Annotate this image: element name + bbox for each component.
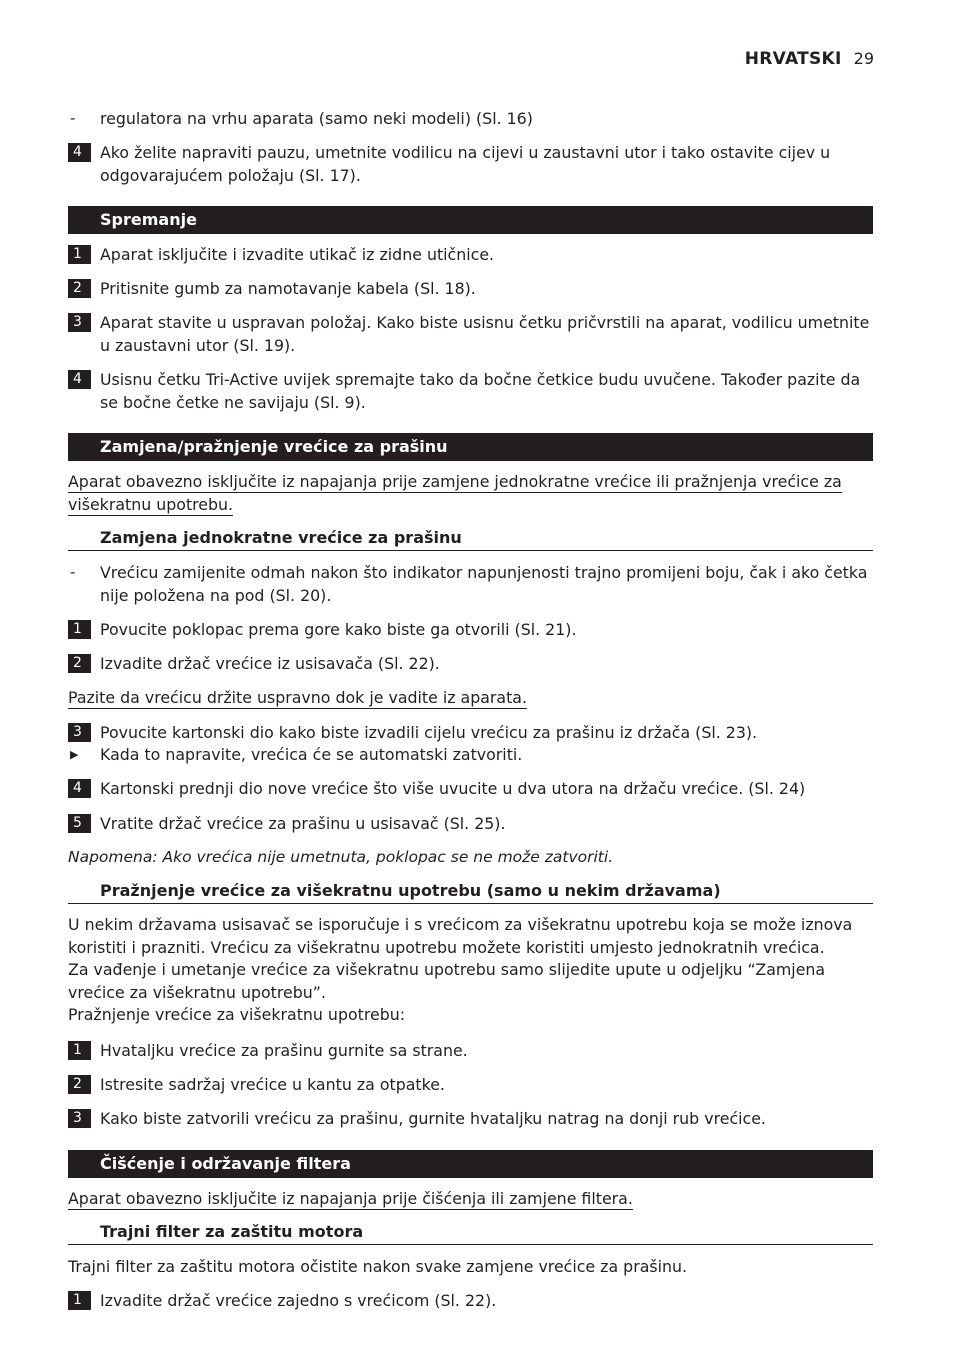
step-text: Pritisnite gumb za namotavanje kabela (Sl. 18). — [100, 279, 476, 298]
warning-text — [68, 686, 873, 709]
step-item — [68, 812, 873, 835]
step-number-badge: 2 — [68, 1075, 91, 1094]
paragraph-text: Trajni filter za zaštitu motora očistite nakon svake zamjene vrećice za prašinu. — [68, 1257, 688, 1276]
step-number-badge: 3 — [68, 1109, 91, 1128]
result-arrow-icon: ▶ — [70, 748, 79, 761]
intro-paragraph: Za vađenje i umetanje vrećice za višekratnu upotrebu samo slijedite upute u odjeljku “Zamjena vrećice za višekratnu upotrebu”. — [68, 960, 826, 1002]
list-item-text: Vrećicu zamijenite odmah nakon što indikator napunjenosti trajno promijeni boju, čak i ako četka nije položena na pod (Sl. 20). — [100, 563, 868, 605]
step-text: Povucite kartonski dio kako biste izvadili cijelu vrećicu za prašinu iz držača (Sl. 23). — [100, 723, 758, 742]
step-text: Hvataljku vrećice za prašinu gurnite sa strane. — [100, 1041, 468, 1060]
intro-paragraph: U nekim državama usisavač se isporučuje i s vrećicom za višekratnu upotrebu koja se može iznova koristiti i prazniti. Vrećicu za višekratnu upotrebu možete koristiti umjesto jednokratnih vrećica. — [68, 915, 853, 957]
step-item — [68, 141, 873, 187]
step-number-badge: 4 — [68, 143, 91, 162]
subheading-reusable-bag: Pražnjenje vrećice za višekratnu upotrebu (samo u nekim državama) — [68, 880, 873, 904]
warning-line: Aparat obavezno isključite iz napajanja prije čišćenja ili zamjene filtera. — [68, 1189, 633, 1208]
step-item — [68, 721, 873, 744]
section-heading-storage: Spremanje — [68, 206, 873, 234]
step-text: Istresite sadržaj vrećice u kantu za otpatke. — [100, 1075, 445, 1094]
step-item — [68, 652, 873, 675]
warning-line: Pazite da vrećicu držite uspravno dok je vadite iz aparata. — [68, 688, 528, 707]
step-number-badge: 2 — [68, 279, 91, 298]
step-item — [68, 1073, 873, 1096]
result-text: Kada to napravite, vrećica će se automatski zatvoriti. — [100, 745, 523, 764]
step-number-badge: 4 — [68, 370, 91, 389]
section-heading-bag: Zamjena/pražnjenje vrećice za prašinu — [68, 433, 873, 461]
result-item — [68, 743, 873, 766]
step-item — [68, 243, 873, 266]
page-number: 29 — [853, 49, 874, 68]
step-number-badge: 2 — [68, 654, 91, 673]
step-text: Kartonski prednji dio nove vrećice što više uvucite u dva utora na držaču vrećice. (Sl. 24) — [100, 779, 806, 798]
step-number-badge: 1 — [68, 1291, 91, 1310]
step-item — [68, 618, 873, 641]
subheading-disposable-bag: Zamjena jednokratne vrećice za prašinu — [68, 527, 873, 551]
step-number-badge: 1 — [68, 1041, 91, 1060]
step-text: Izvadite držač vrećice iz usisavača (Sl. 22). — [100, 654, 440, 673]
step-number-badge: 5 — [68, 814, 91, 833]
step-item — [68, 277, 873, 300]
step-number-badge: 4 — [68, 779, 91, 798]
subheading-motor-filter: Trajni filter za zaštitu motora — [68, 1221, 873, 1245]
warning-line: Aparat obavezno isključite iz napajanja prije zamjene jednokratne vrećice ili pražnjenja vrećice za višekratnu upotrebu. — [68, 472, 842, 514]
step-number-badge: 1 — [68, 620, 91, 639]
step-item — [68, 368, 873, 414]
step-item — [68, 1289, 873, 1312]
step-item — [68, 311, 873, 357]
step-item — [68, 1039, 873, 1062]
step-text: Ako želite napraviti pauzu, umetnite vodilicu na cijevi u zaustavni utor i tako ostavite cijev u odgovarajućem položaju (Sl. 17). — [100, 143, 831, 185]
step-text: Izvadite držač vrećice zajedno s vrećicom (Sl. 22). — [100, 1291, 497, 1310]
language-label: HRVATSKI — [744, 49, 842, 69]
step-item — [68, 777, 873, 800]
step-number-badge: 3 — [68, 313, 91, 332]
warning-text — [68, 470, 873, 516]
list-item-text: regulatora na vrhu aparata (samo neki modeli) (Sl. 16) — [100, 109, 533, 128]
list-item — [68, 561, 873, 607]
dash-bullet: - — [70, 109, 76, 127]
step-text: Kako biste zatvorili vrećicu za prašinu, gurnite hvataljku natrag na donji rub vrećice. — [100, 1109, 766, 1128]
section-heading-filter: Čišćenje i održavanje filtera — [68, 1150, 873, 1178]
step-text: Povucite poklopac prema gore kako biste ga otvorili (Sl. 21). — [100, 620, 577, 639]
intro-paragraph: Pražnjenje vrećice za višekratnu upotrebu: — [68, 1005, 406, 1024]
step-item — [68, 1107, 873, 1130]
note-text: Napomena: Ako vrećica nije umetnuta, poklopac se ne može zatvoriti. — [68, 848, 614, 866]
dash-bullet: - — [70, 563, 76, 581]
step-text: Aparat isključite i izvadite utikač iz zidne utičnice. — [100, 245, 495, 264]
list-item — [68, 107, 873, 130]
warning-text — [68, 1187, 873, 1210]
step-text: Aparat stavite u uspravan položaj. Kako biste usisnu četku pričvrstili na aparat, vodilicu umetnite u zaustavni utor (Sl. 19). — [100, 313, 870, 355]
reusable-intro — [68, 914, 873, 1027]
step-number-badge: 3 — [68, 723, 91, 742]
page-header — [745, 49, 874, 69]
step-text: Vratite držač vrećice za prašinu u usisavač (Sl. 25). — [100, 814, 506, 833]
step-text: Usisnu četku Tri-Active uvijek spremajte tako da bočne četkice budu uvučene. Također pazite da se bočne četke ne savijaju (Sl. 9). — [100, 370, 861, 412]
step-number-badge: 1 — [68, 245, 91, 264]
